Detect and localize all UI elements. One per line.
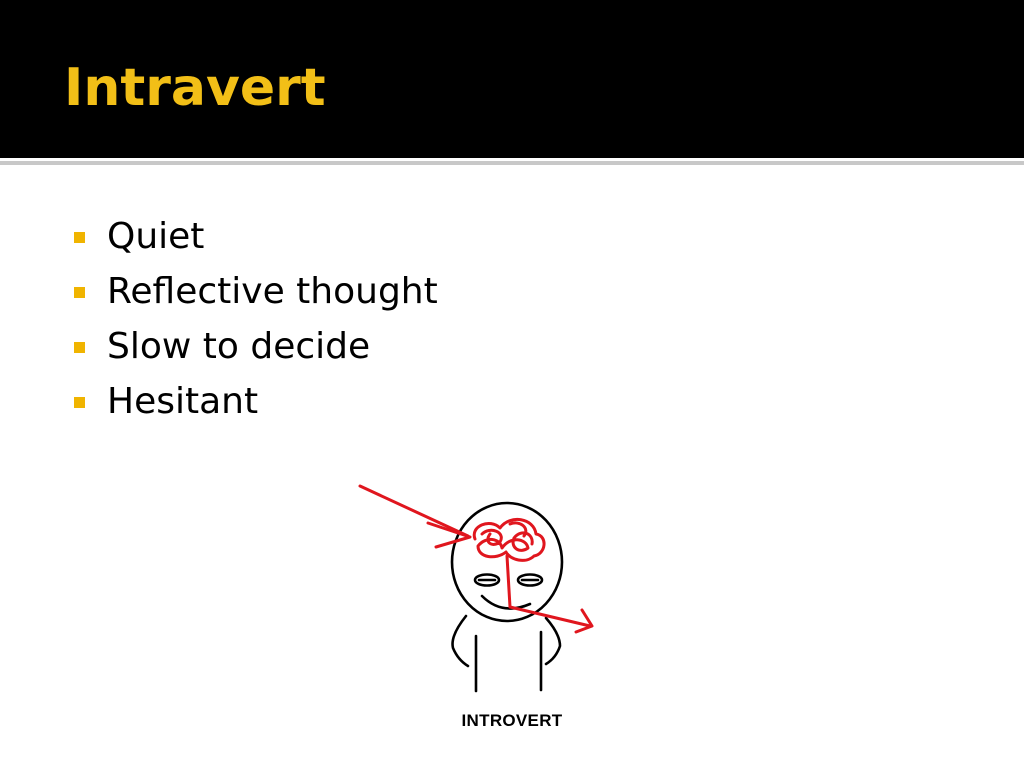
bullet-list	[72, 213, 438, 433]
outgoing-arrow-head	[576, 610, 592, 632]
bullet-text: Reflective thought	[107, 271, 438, 312]
thought-line	[507, 556, 510, 607]
bullet-text: Hesitant	[107, 381, 259, 422]
bullet-item	[72, 378, 438, 433]
square-bullet-icon	[74, 287, 85, 298]
title-divider	[0, 161, 1024, 165]
bullet-item	[72, 268, 438, 323]
square-bullet-icon	[74, 342, 85, 353]
incoming-arrow-shaft	[360, 486, 468, 536]
bullet-item	[72, 323, 438, 378]
cartoon-caption: INTROVERT	[461, 711, 563, 730]
smile	[482, 596, 530, 609]
bullet-text: Slow to decide	[107, 326, 371, 367]
square-bullet-icon	[74, 232, 85, 243]
stick-figure	[452, 503, 562, 691]
introvert-cartoon	[350, 476, 610, 746]
left-arm	[453, 616, 468, 666]
brain-scribble-icon	[474, 519, 544, 560]
slide-title: Intravert	[64, 58, 326, 118]
right-arm	[546, 618, 560, 664]
bullet-item	[72, 213, 438, 268]
bullet-text: Quiet	[107, 216, 205, 257]
square-bullet-icon	[74, 397, 85, 408]
